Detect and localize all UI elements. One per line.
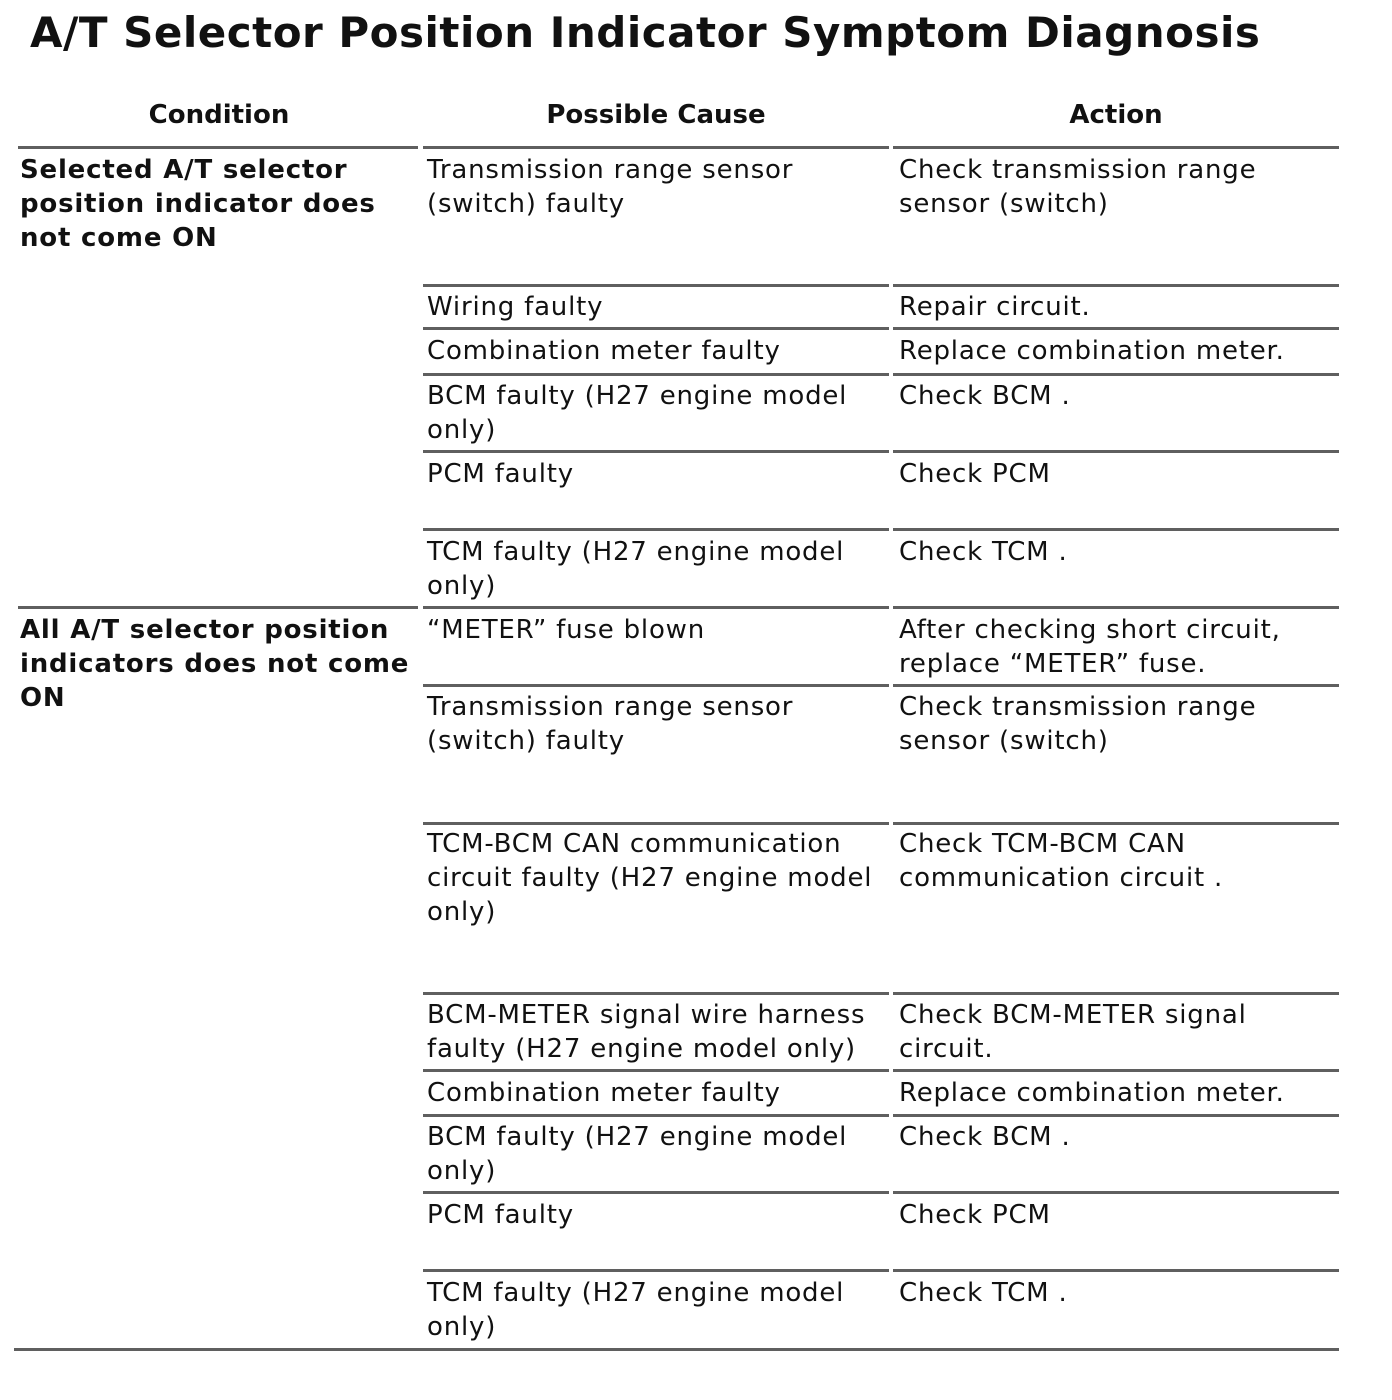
row-rule: [423, 1114, 889, 1117]
cause-cell: TCM faulty (H27 engine model only): [427, 537, 845, 601]
cause-cell: PCM faulty: [427, 459, 574, 489]
cause-cell: TCM faulty (H27 engine model only): [427, 1278, 845, 1342]
cause-cell: BCM faulty (H27 engine model only): [427, 1122, 848, 1186]
header-action: Action: [1069, 100, 1163, 130]
action-cell: After checking short circuit, replace “METER” fuse.: [899, 615, 1281, 679]
condition-cell: All A/T selector position indicators does not come ON: [20, 615, 410, 713]
row-rule: [893, 528, 1339, 531]
action-cell: Check PCM: [899, 1200, 1051, 1230]
cause-cell: TCM-BCM CAN communication circuit faulty (H27 engine model only): [427, 829, 873, 927]
row-rule: [423, 1269, 889, 1272]
action-cell: Check transmission range sensor (switch): [899, 692, 1257, 756]
page-title: A/T Selector Position Indicator Symptom Diagnosis: [30, 8, 1261, 57]
action-cell: Check transmission range sensor (switch): [899, 155, 1257, 219]
action-cell: Check BCM-METER signal circuit.: [899, 1000, 1247, 1064]
table-bottom-rule: [14, 1348, 1339, 1351]
condition-cell: Selected A/T selector position indicator does not come ON: [20, 155, 376, 253]
row-rule: [893, 1114, 1339, 1117]
cause-cell: “METER” fuse blown: [427, 615, 705, 645]
row-rule: [893, 327, 1339, 330]
cause-cell: BCM-METER signal wire harness faulty (H27 engine model only): [427, 1000, 866, 1064]
action-cell: Check TCM .: [899, 537, 1068, 567]
group-rule: [893, 606, 1339, 609]
row-rule: [893, 1269, 1339, 1272]
row-rule: [893, 992, 1339, 995]
header-rule: [893, 146, 1339, 149]
action-cell: Repair circuit.: [899, 292, 1091, 322]
cause-cell: Transmission range sensor (switch) faulty: [427, 692, 794, 756]
group-rule: [18, 606, 418, 609]
header-condition: Condition: [148, 100, 290, 130]
row-rule: [423, 450, 889, 453]
row-rule: [423, 684, 889, 687]
cause-cell: Wiring faulty: [427, 292, 604, 322]
header-possible-cause: Possible Cause: [546, 100, 766, 130]
action-cell: Replace combination meter.: [899, 1078, 1285, 1108]
action-cell: Check BCM .: [899, 381, 1071, 411]
group-rule: [423, 606, 889, 609]
row-rule: [423, 284, 889, 287]
row-rule: [423, 1069, 889, 1072]
cause-cell: BCM faulty (H27 engine model only): [427, 381, 848, 445]
action-cell: Check PCM: [899, 459, 1051, 489]
row-rule: [423, 1191, 889, 1194]
row-rule: [893, 450, 1339, 453]
cause-cell: PCM faulty: [427, 1200, 574, 1230]
row-rule: [893, 822, 1339, 825]
cause-cell: Combination meter faulty: [427, 1078, 781, 1108]
row-rule: [893, 373, 1339, 376]
action-cell: Check BCM .: [899, 1122, 1071, 1152]
cause-cell: Combination meter faulty: [427, 336, 781, 366]
action-cell: Check TCM .: [899, 1278, 1068, 1308]
row-rule: [893, 1191, 1339, 1194]
row-rule: [893, 284, 1339, 287]
row-rule: [423, 992, 889, 995]
action-cell: Replace combination meter.: [899, 336, 1285, 366]
row-rule: [893, 1069, 1339, 1072]
row-rule: [423, 327, 889, 330]
row-rule: [423, 822, 889, 825]
header-rule: [18, 146, 418, 149]
row-rule: [893, 684, 1339, 687]
cause-cell: Transmission range sensor (switch) faulty: [427, 155, 794, 219]
row-rule: [423, 373, 889, 376]
header-rule: [423, 146, 889, 149]
action-cell: Check TCM-BCM CAN communication circuit .: [899, 829, 1224, 893]
row-rule: [423, 528, 889, 531]
